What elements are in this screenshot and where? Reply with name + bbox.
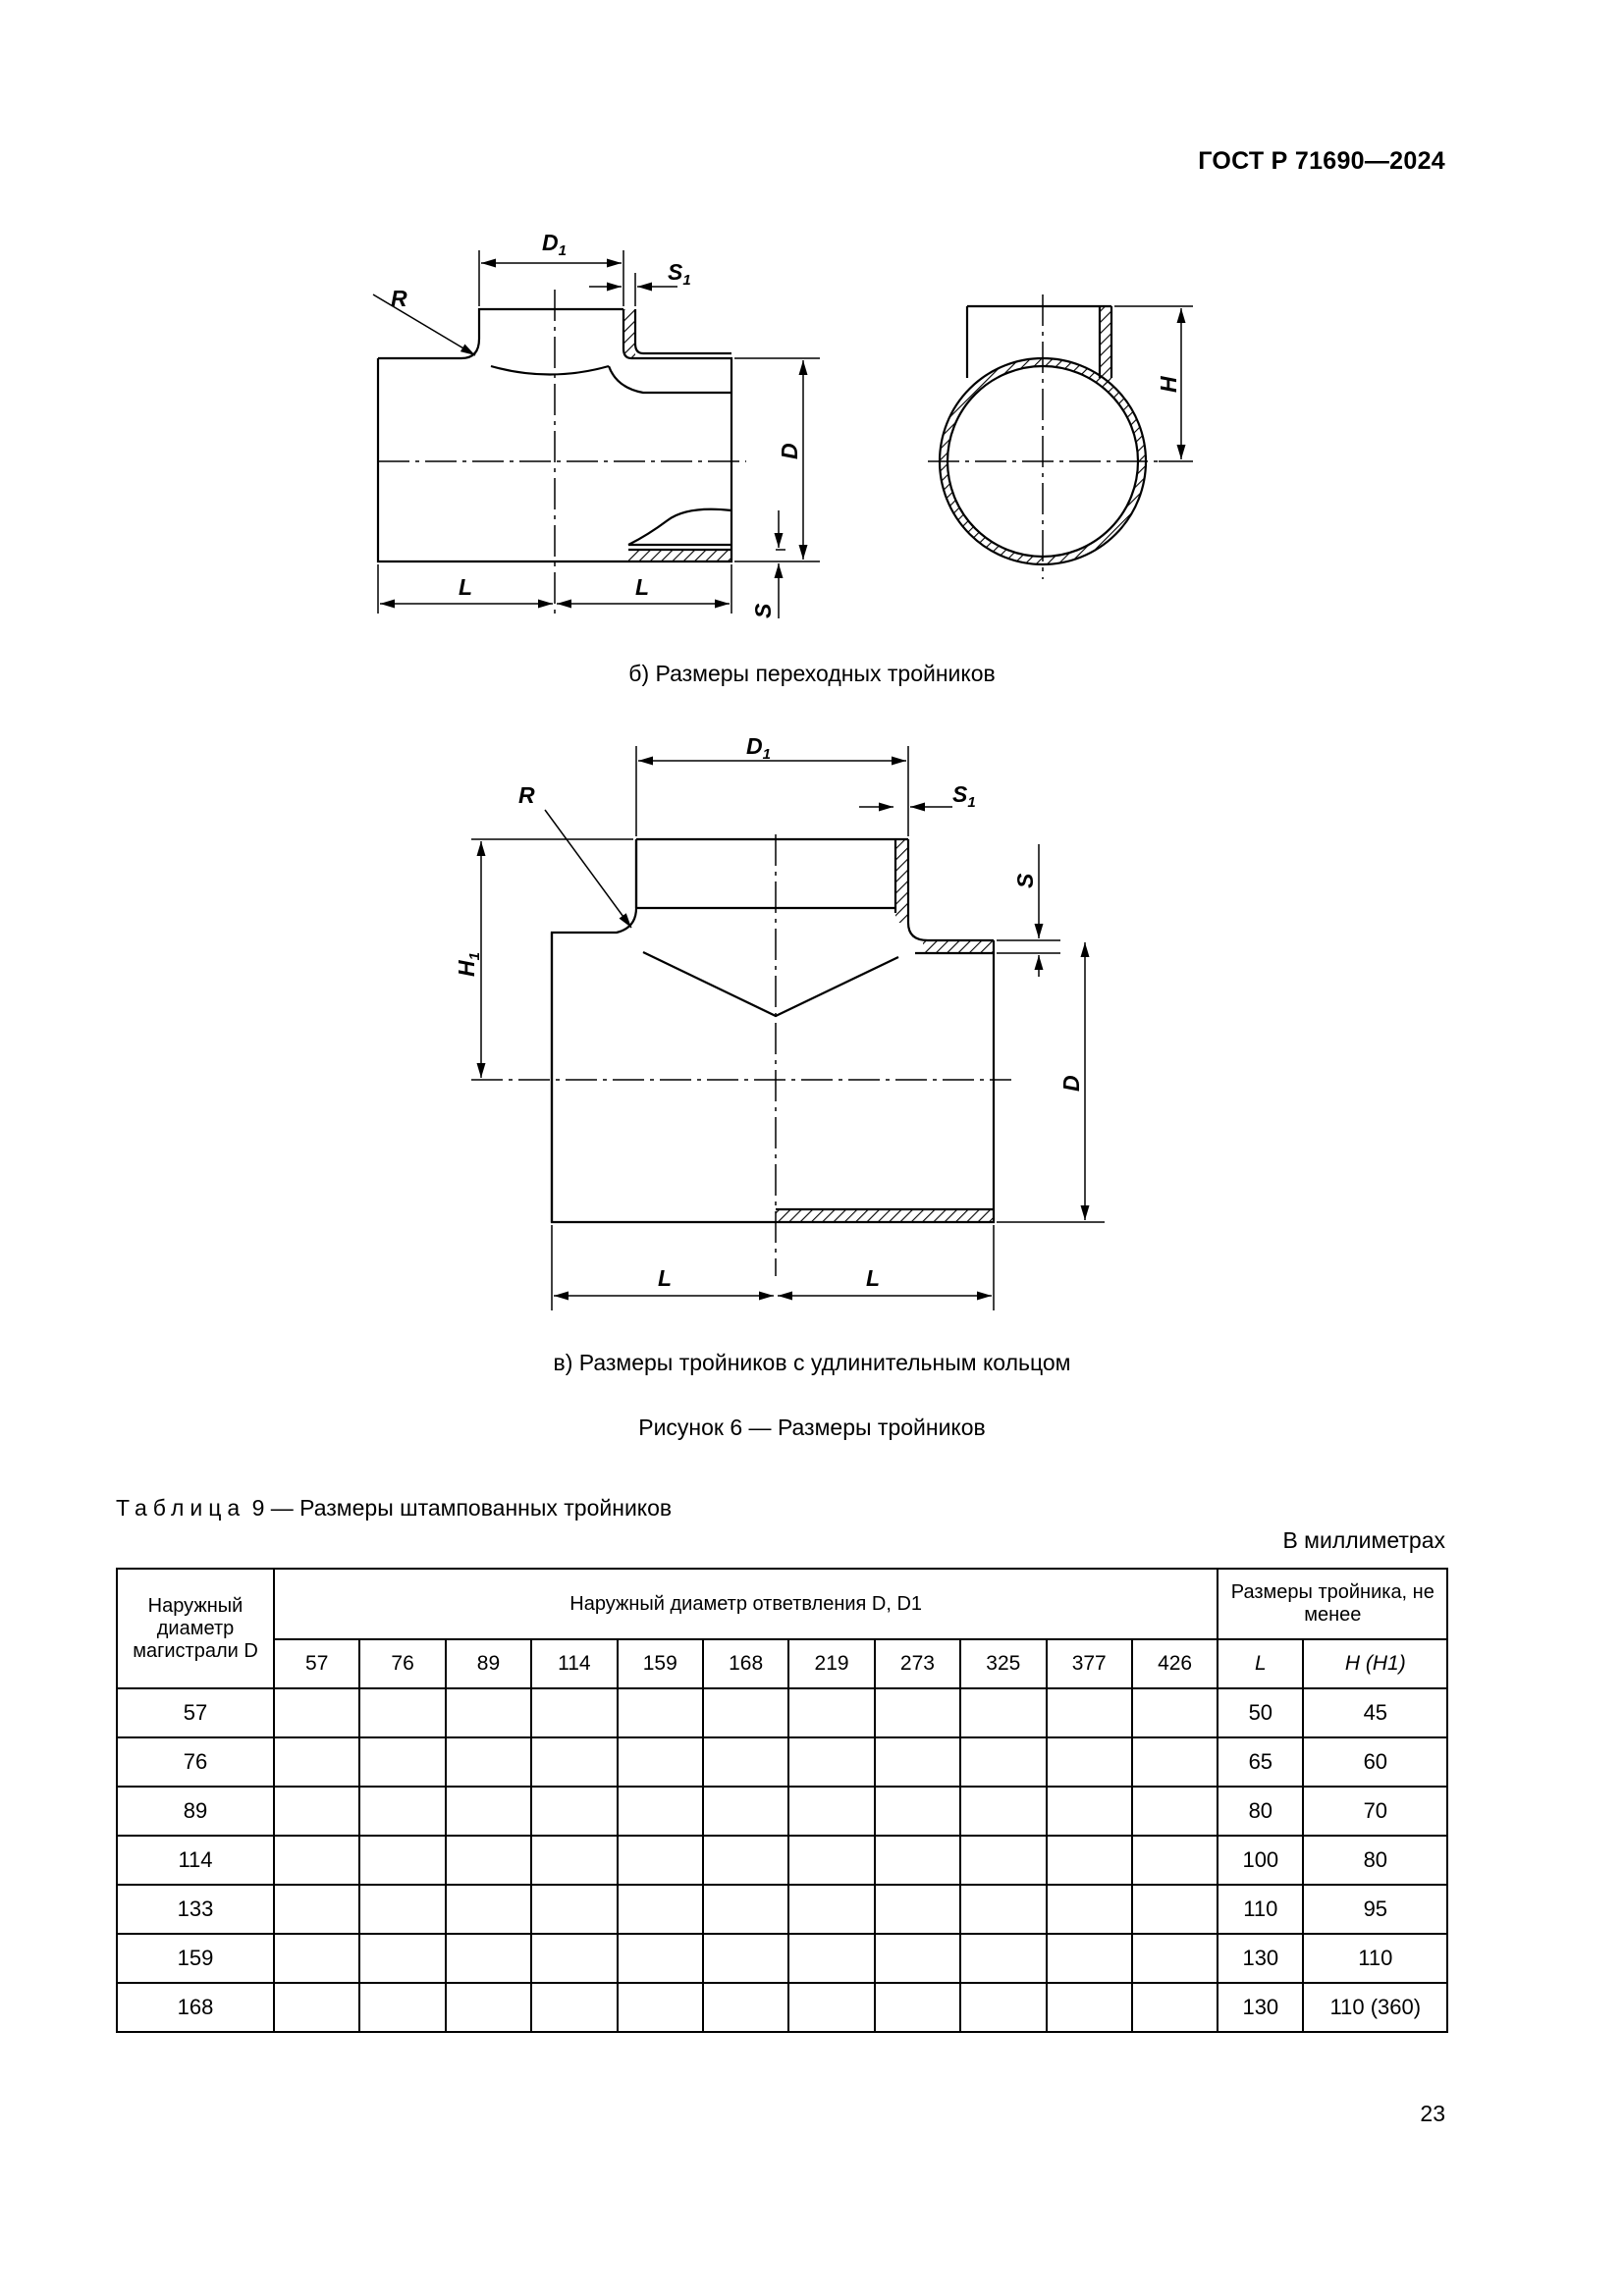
cell-empty	[618, 1787, 703, 1836]
cell-empty	[788, 1787, 874, 1836]
cell-l: 130	[1218, 1983, 1303, 2032]
cell-empty	[359, 1836, 445, 1885]
cell-empty	[446, 1983, 531, 2032]
cell-empty	[618, 1885, 703, 1934]
cell-empty	[359, 1688, 445, 1737]
col-l: L	[1218, 1639, 1303, 1688]
cell-empty	[788, 1983, 874, 2032]
cell-empty	[960, 1885, 1046, 1934]
label-b-d1: $D_1$	[542, 230, 567, 259]
cell-h: 80	[1303, 1836, 1447, 1885]
cell-empty	[960, 1787, 1046, 1836]
cell-empty	[875, 1836, 960, 1885]
branch-col: 168	[703, 1639, 788, 1688]
table-row	[117, 1787, 1447, 1836]
label-v-h1: $H_1$	[454, 952, 483, 977]
figure-title: Рисунок 6 — Размеры тройников	[638, 1415, 986, 1440]
cell-empty	[531, 1983, 617, 2032]
branch-col: 89	[446, 1639, 531, 1688]
branch-col: 159	[618, 1639, 703, 1688]
cell-empty	[1047, 1934, 1132, 1983]
branch-col: 377	[1047, 1639, 1132, 1688]
cell-l: 50	[1218, 1688, 1303, 1737]
figure-v-caption: в) Размеры тройников с удлинительным кольцом	[553, 1350, 1071, 1375]
cell-empty	[618, 1934, 703, 1983]
cell-empty	[703, 1983, 788, 2032]
table-row	[117, 1885, 1447, 1934]
cell-empty	[1047, 1983, 1132, 2032]
label-b-d: D	[777, 443, 802, 459]
cell-empty	[1047, 1885, 1132, 1934]
cell-empty	[531, 1787, 617, 1836]
label-v-s1: $S_1$	[952, 781, 976, 811]
table-row	[117, 1934, 1447, 1983]
cell-empty	[788, 1836, 874, 1885]
branch-col: 273	[875, 1639, 960, 1688]
cell-empty	[1132, 1983, 1218, 2032]
label-b-s: S	[750, 603, 776, 618]
cell-empty	[875, 1737, 960, 1787]
page-number: 23	[1420, 2101, 1445, 2126]
cell-empty	[703, 1787, 788, 1836]
cell-main-diameter: 76	[117, 1737, 274, 1787]
branch-col: 426	[1132, 1639, 1218, 1688]
branch-col: 76	[359, 1639, 445, 1688]
cell-empty	[1132, 1885, 1218, 1934]
cell-empty	[788, 1885, 874, 1934]
cell-empty	[531, 1934, 617, 1983]
cell-empty	[960, 1934, 1046, 1983]
cell-empty	[618, 1983, 703, 2032]
cell-empty	[703, 1836, 788, 1885]
branch-col: 57	[274, 1639, 359, 1688]
cell-empty	[1047, 1836, 1132, 1885]
cell-empty	[960, 1983, 1046, 2032]
cell-h: 95	[1303, 1885, 1447, 1934]
document-header: ГОСТ Р 71690—2024	[1198, 147, 1445, 175]
label-v-l-left: L	[658, 1265, 673, 1291]
cell-empty	[446, 1885, 531, 1934]
figure-b-caption: б) Размеры переходных тройников	[628, 661, 996, 686]
cell-empty	[703, 1885, 788, 1934]
cell-empty	[446, 1836, 531, 1885]
branch-col: 219	[788, 1639, 874, 1688]
header-branch-diameter: Наружный диаметр ответвления D, D1	[274, 1569, 1218, 1639]
label-v-s: S	[1012, 873, 1038, 888]
cell-empty	[875, 1885, 960, 1934]
label-v-l-right: L	[866, 1265, 881, 1291]
cell-empty	[274, 1688, 359, 1737]
label-b-l-left: L	[459, 574, 473, 600]
cell-empty	[875, 1688, 960, 1737]
figure-v-drawing	[471, 746, 1105, 1310]
col-h: H (H1)	[1303, 1639, 1447, 1688]
cell-empty	[618, 1836, 703, 1885]
cell-empty	[1047, 1787, 1132, 1836]
header-main-diameter: Наружный диаметр магистрали D	[117, 1569, 274, 1688]
cell-empty	[446, 1787, 531, 1836]
figure-b-cross-section	[928, 294, 1193, 579]
table-title: Таблица 9 — Размеры штампованных тройников	[116, 1495, 673, 1521]
cell-empty	[446, 1737, 531, 1787]
cell-empty	[359, 1737, 445, 1787]
cell-empty	[618, 1688, 703, 1737]
cell-empty	[359, 1787, 445, 1836]
branch-col: 114	[531, 1639, 617, 1688]
cell-empty	[875, 1983, 960, 2032]
cell-empty	[703, 1688, 788, 1737]
cell-empty	[1132, 1787, 1218, 1836]
cell-main-diameter: 133	[117, 1885, 274, 1934]
cell-main-diameter: 89	[117, 1787, 274, 1836]
cell-empty	[359, 1885, 445, 1934]
cell-empty	[788, 1934, 874, 1983]
cell-main-diameter: 57	[117, 1688, 274, 1737]
label-v-r: R	[518, 782, 535, 808]
cell-main-diameter: 159	[117, 1934, 274, 1983]
cell-empty	[1132, 1836, 1218, 1885]
cell-empty	[1132, 1737, 1218, 1787]
cell-l: 130	[1218, 1934, 1303, 1983]
cell-h: 70	[1303, 1787, 1447, 1836]
cell-empty	[274, 1836, 359, 1885]
cell-empty	[1047, 1688, 1132, 1737]
cell-h: 110 (360)	[1303, 1983, 1447, 2032]
cell-empty	[274, 1885, 359, 1934]
dimensions-table	[116, 1568, 1448, 2033]
cell-empty	[1047, 1737, 1132, 1787]
cell-empty	[703, 1934, 788, 1983]
cell-empty	[788, 1737, 874, 1787]
table-row	[117, 1688, 1447, 1737]
cell-empty	[274, 1737, 359, 1787]
cell-empty	[960, 1688, 1046, 1737]
cell-h: 45	[1303, 1688, 1447, 1737]
table-row	[117, 1836, 1447, 1885]
cell-l: 65	[1218, 1737, 1303, 1787]
cell-empty	[531, 1737, 617, 1787]
cell-empty	[359, 1934, 445, 1983]
cell-empty	[531, 1836, 617, 1885]
cell-l: 80	[1218, 1787, 1303, 1836]
cell-main-diameter: 114	[117, 1836, 274, 1885]
cell-empty	[788, 1688, 874, 1737]
cell-main-diameter: 168	[117, 1983, 274, 2032]
cell-empty	[446, 1934, 531, 1983]
figure-b-side-view	[373, 250, 820, 618]
cell-empty	[960, 1737, 1046, 1787]
cell-h: 60	[1303, 1737, 1447, 1787]
cell-empty	[618, 1737, 703, 1787]
label-v-d1: $D_1$	[746, 733, 771, 763]
label-b-h: H	[1156, 376, 1181, 393]
cell-l: 110	[1218, 1885, 1303, 1934]
cell-empty	[531, 1885, 617, 1934]
cell-empty	[1132, 1688, 1218, 1737]
cell-empty	[531, 1688, 617, 1737]
cell-empty	[875, 1934, 960, 1983]
label-b-l-right: L	[635, 574, 650, 600]
label-b-s1: $S_1$	[668, 259, 691, 289]
cell-empty	[446, 1688, 531, 1737]
label-b-r: R	[391, 286, 407, 311]
branch-col: 325	[960, 1639, 1046, 1688]
cell-empty	[875, 1787, 960, 1836]
cell-empty	[359, 1983, 445, 2032]
cell-empty	[1132, 1934, 1218, 1983]
cell-l: 100	[1218, 1836, 1303, 1885]
cell-empty	[274, 1934, 359, 1983]
cell-h: 110	[1303, 1934, 1447, 1983]
table-units: В миллиметрах	[1282, 1527, 1445, 1553]
header-dimensions: Размеры тройника, не менее	[1218, 1569, 1447, 1639]
label-v-d: D	[1058, 1075, 1084, 1092]
table-row	[117, 1983, 1447, 2032]
cell-empty	[274, 1787, 359, 1836]
cell-empty	[274, 1983, 359, 2032]
table-row	[117, 1737, 1447, 1787]
cell-empty	[703, 1737, 788, 1787]
cell-empty	[960, 1836, 1046, 1885]
